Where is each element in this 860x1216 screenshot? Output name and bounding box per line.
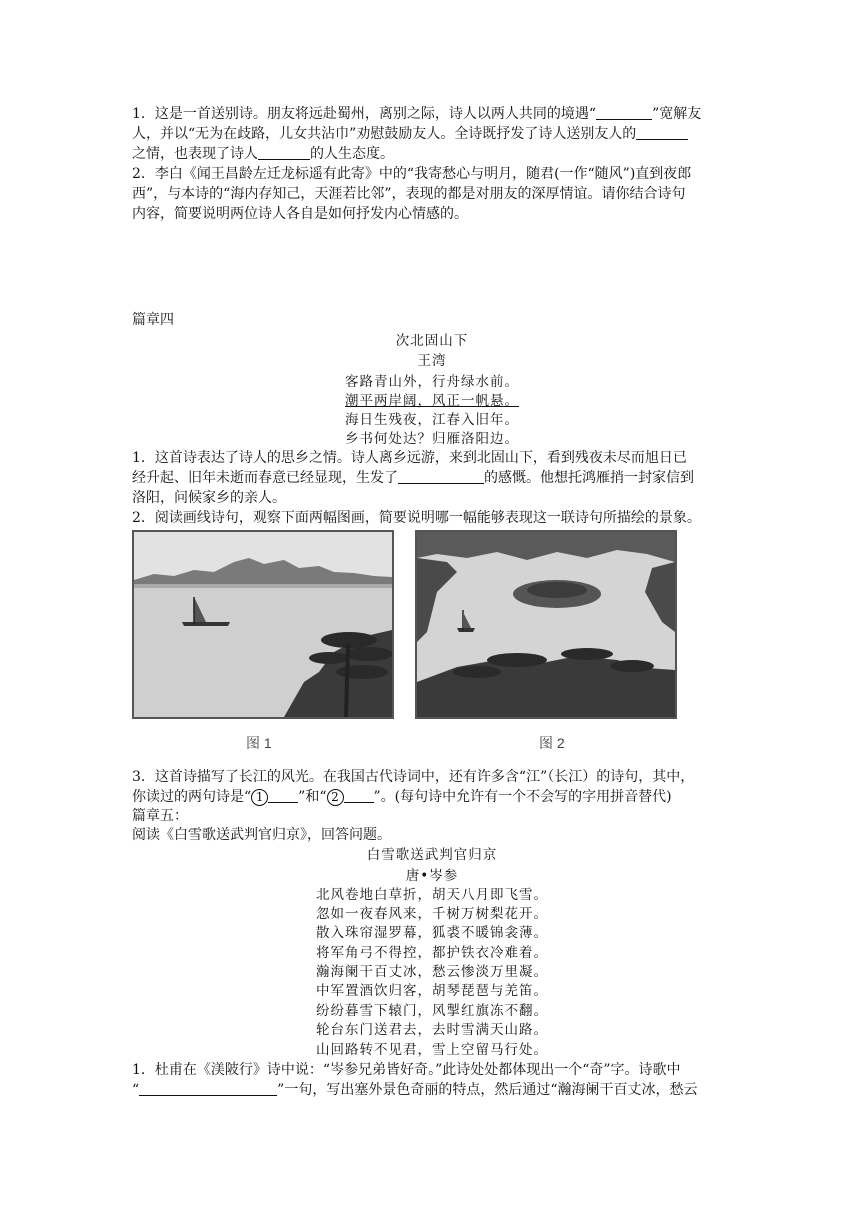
poem-line: 忽如一夜春风来，千树万树梨花开。 xyxy=(316,906,548,922)
text: 人，并以“无为在歧路，儿女共沾巾”劝慰鼓励友人。全诗既抒发了诗人送别友人的 xyxy=(132,126,637,142)
poem-line: 山回路转不见君，雪上空留马行处。 xyxy=(316,1042,548,1058)
text: 2．李白《闻王昌龄左迁龙标遥有此寄》中的“我寄愁心与明月，随君(一作“随风”)直到夜郎 xyxy=(132,166,692,182)
blank-number-1: 1 xyxy=(251,789,268,806)
text: ”一句，写出塞外景色奇丽的特点，然后通过“瀚海阑干百丈冰，愁云 xyxy=(277,1082,698,1098)
part5-question-1 xyxy=(132,1060,732,1100)
answer-blank-2[interactable] xyxy=(344,788,374,803)
answer-blank[interactable] xyxy=(139,1081,277,1096)
text: 1．这首诗表达了诗人的思乡之情。诗人离乡远游，来到北固山下，看到残夜未尽而旭日已 xyxy=(132,450,687,466)
text: 洛阳，问候家乡的亲人。 xyxy=(132,490,286,506)
poem-line-underlined xyxy=(132,391,732,412)
poem-line: 轮台东门送君去，去时雪满天山路。 xyxy=(316,1022,548,1038)
text: ”宽解友 xyxy=(652,106,702,122)
underlined-line: 潮平两岸阔，风正一帆悬。 xyxy=(345,393,519,409)
text: 2．阅读画线诗句，观察下面两幅图画，简要说明哪一幅能够表现这一联诗句所描绘的景象。 xyxy=(132,510,701,526)
text: “ xyxy=(132,1082,140,1098)
part5-heading: 篇章五： xyxy=(132,808,188,824)
text: ”和“ xyxy=(298,789,327,805)
figure-2-caption: 图 2 xyxy=(539,735,565,751)
figure-1-image xyxy=(132,530,394,719)
part4-question-3 xyxy=(132,767,732,807)
text: ”。(每句诗中允许有一个不会写的字用拼音替代) xyxy=(373,789,672,805)
figure-2-image xyxy=(415,530,677,719)
text: 1．杜甫在《渼陂行》诗中说：“岑参兄弟皆好奇。”此诗处处都体现出一个“奇”字。诗歌中 xyxy=(132,1062,681,1078)
text: 1．这是一首送别诗。朋友将远赴蜀州，离别之际，诗人以两人共同的境遇“ xyxy=(132,106,597,122)
text: 3．这首诗描写了长江的风光。在我国古代诗词中，还有许多含“江”（长江）的诗句，其中， xyxy=(132,769,695,785)
answer-blank[interactable] xyxy=(398,469,484,484)
poem-line: 将军角弓不得控，都护铁衣冷难着。 xyxy=(316,945,548,961)
blank-number-2: 2 xyxy=(327,789,344,806)
part4-poem-author: 王湾 xyxy=(417,353,447,369)
part5-poem-title: 白雪歌送武判官归京 xyxy=(366,847,498,863)
part3-question-1 xyxy=(132,104,732,164)
part5-intro: 阅读《白雪歌送武判官归京》，回答问题。 xyxy=(132,827,391,843)
answer-blank[interactable] xyxy=(636,125,688,140)
poem-line: 北风卷地白草折，胡天八月即飞雪。 xyxy=(316,887,548,903)
part3-question-2 xyxy=(132,164,732,224)
text: 你读过的两句诗是“ xyxy=(132,789,252,805)
answer-blank-1[interactable] xyxy=(268,788,298,803)
poem-line: 乡书何处达？归雁洛阳边。 xyxy=(345,431,519,447)
part4-question-1 xyxy=(132,448,732,508)
figure-1-drawing xyxy=(134,532,392,717)
text: 的感慨。他想托鸿雁捎一封家信到 xyxy=(484,470,694,486)
text: 内容，简要说明两位诗人各自是如何抒发内心情感的。 xyxy=(132,206,468,222)
part4-heading: 篇章四 xyxy=(132,312,174,328)
poem-line: 瀚海阑干百丈冰，愁云惨淡万里凝。 xyxy=(316,964,548,980)
answer-blank[interactable] xyxy=(596,105,652,120)
part4-poem-title: 次北固山下 xyxy=(395,333,469,349)
answer-blank[interactable] xyxy=(258,145,310,160)
text: 之情，也表现了诗人 xyxy=(132,146,258,162)
text: 西”，与本诗的“海内存知己，天涯若比邻”，表现的都是对朋友的深厚情谊。请你结合诗句 xyxy=(132,186,686,202)
text: 的人生态度。 xyxy=(310,146,394,162)
poem-line: 海日生残夜，江春入旧年。 xyxy=(345,412,519,428)
part5-poem-author: 唐•岑参 xyxy=(405,868,459,884)
poem-line: 纷纷暮雪下辕门，风掣红旗冻不翻。 xyxy=(316,1003,548,1019)
poem-line: 客路青山外，行舟绿水前。 xyxy=(345,374,519,390)
figure-1-caption: 图 1 xyxy=(246,735,272,751)
poem-line: 中军置酒饮归客，胡琴琵琶与羌笛。 xyxy=(316,983,548,999)
part4-question-2 xyxy=(132,508,732,528)
figure-2-drawing xyxy=(417,532,675,717)
text: 经升起、旧年未逝而春意已经显现，生发了 xyxy=(132,470,398,486)
poem-line: 散入珠帘湿罗幕，狐裘不暖锦衾薄。 xyxy=(316,925,548,941)
